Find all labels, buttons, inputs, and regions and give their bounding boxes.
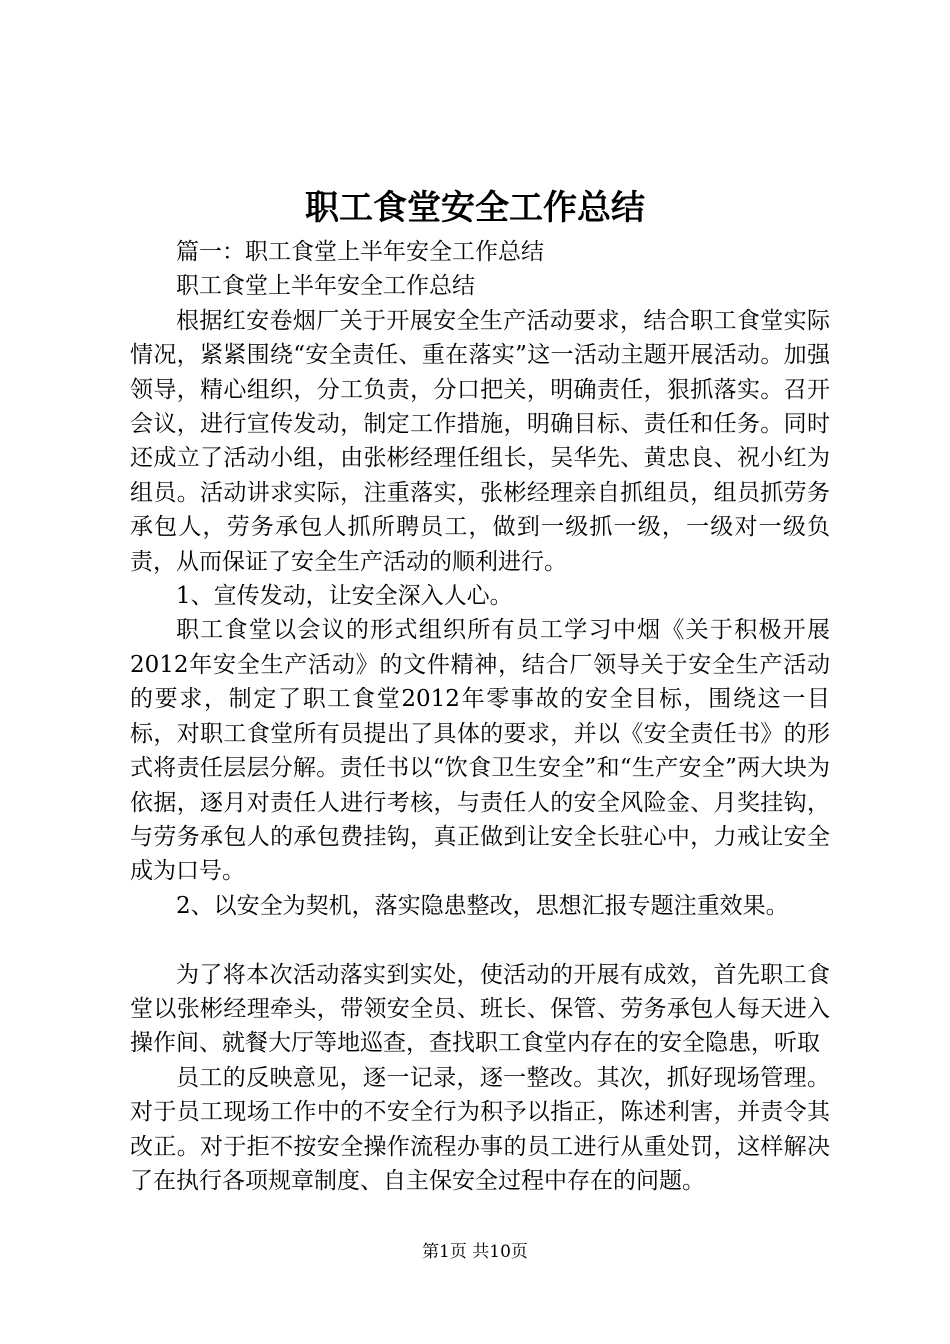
paragraph-point-2-body: 为了将本次活动落实到实处，使活动的开展有成效，首先职工食堂以张彬经理牵头，带领安全员、班长、保管、劳务承包人每天进入操作间、就餐大厅等地巡查，查找职工食堂内存在的安全隐患，听取 (130, 961, 830, 1057)
page-footer: 第1页 共10页 (422, 1242, 528, 1262)
blank-line (130, 923, 830, 957)
document-body (130, 235, 830, 1198)
paragraph-section-heading: 篇一：职工食堂上半年安全工作总结 (176, 239, 544, 265)
paragraph-point-2-continued: 员工的反映意见，逐一记录，逐一整改。其次，抓好现场管理。对于员工现场工作中的不安全行为积予以指正，陈述利害，并责令其改正。对于拒不按安全操作流程办事的员工进行从重处罚，这样解决了在执行各项规章制度、自主保安全过程中存在的问题。 (130, 1064, 830, 1194)
paragraph-subtitle: 职工食堂上半年安全工作总结 (176, 273, 475, 300)
paragraph-point-2-heading: 2、以安全为契机，落实隐患整改，思想汇报专题注重效果。 (176, 892, 789, 919)
paragraph-point-1-body: 职工食堂以会议的形式组织所有员工学习中烟《关于积极开展2012年安全生产活动》的文件精神，结合厂领导关于安全生产活动的要求，制定了职工食堂2012年零事故的安全目标，围绕这一目标，对职工食堂所有员提出了具体的要求，并以《安全责任书》的形式将责任层层分解。责任书以“饮食卫生安全”和“生产安全”两大块为依据，逐月对责任人进行考核，与责任人的安全风险金、月奖挂钩，与劳务承包人的承包费挂钩，真正做到让安全长驻心中，力戒让安全成为口号。 (130, 617, 830, 885)
document-title: 职工食堂安全工作总结 (305, 188, 645, 228)
paragraph-point-1-heading: 1、宣传发动，让安全深入人心。 (176, 583, 513, 610)
paragraph-intro: 根据红安卷烟厂关于开展安全生产活动要求，结合职工食堂实际情况，紧紧围绕“安全责任、重在落实”这一活动主题开展活动。加强领导，精心组织，分工负责，分口把关，明确责任，狠抓落实。召开会议，进行宣传发动，制定工作措施，明确目标、责任和任务。同时还成立了活动小组，由张彬经理任组长，吴华先、黄忠良、祝小红为组员。活动讲求实际，注重落实，张彬经理亲自抓组员，组员抓劳务承包人，劳务承包人抓所聘员工，做到一级抓一级，一级对一级负责，从而保证了安全生产活动的顺利进行。 (130, 307, 830, 575)
